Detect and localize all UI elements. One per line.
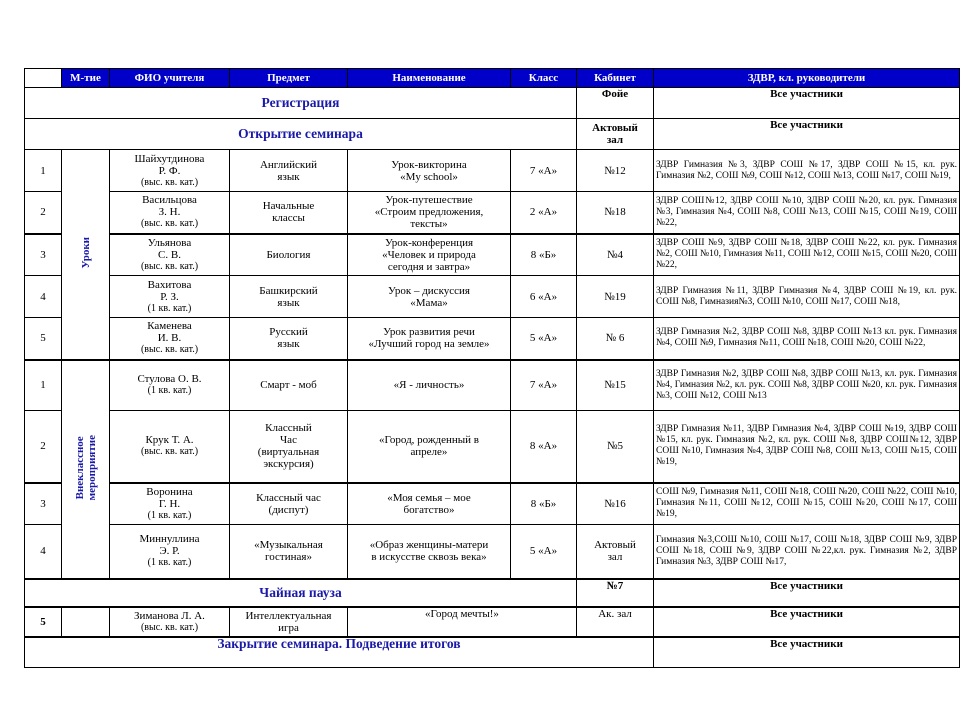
teacher-initials: Р. Ф. — [158, 164, 181, 177]
teacher-initials: З. Н. — [158, 206, 181, 219]
subject-line1: Английский — [259, 158, 318, 171]
lesson-name-line2: богатство» — [403, 503, 455, 516]
extra-label-line2: мероприятие — [85, 434, 98, 501]
opening-room-line1: Актовый — [592, 122, 638, 134]
subject-cell — [230, 318, 348, 360]
room-line1: Актовый — [594, 539, 636, 552]
subject-line1: Классный — [265, 422, 312, 435]
header-num — [25, 69, 62, 88]
teacher-cell — [110, 276, 230, 318]
schedule-table — [24, 68, 960, 668]
lesson-name-line2: «My school» — [400, 170, 458, 183]
teacher-initials: С. В. — [158, 248, 181, 261]
lesson-name-line1: «Образ женщины-матери — [369, 539, 489, 552]
subject-line3: (виртуальная — [257, 446, 320, 459]
lesson-name-cell — [348, 234, 511, 276]
teacher-name: Зиманова Л. А. — [134, 609, 205, 622]
opening-row — [25, 119, 960, 150]
subject-line1: Интеллектуальная — [245, 609, 332, 622]
subject-line1: «Музыкальная — [254, 539, 323, 552]
subject-cell — [230, 150, 348, 192]
zdvr-cell: ЗДВР Гимназия №2, ЗДВР СОШ №8, ЗДВР СОШ №13, кл. рук. Гимназия №4, Гимназия №2, кл. рук. СОШ №8, ЗДВР СОШ №20, кл. рук. Гимназия №3, СОШ №12, СОШ №13 — [654, 360, 960, 411]
tea-title: Чайная пауза — [25, 579, 577, 607]
room-cell: №4 — [577, 234, 654, 276]
teacher-cell — [110, 150, 230, 192]
lesson-name-cell — [348, 318, 511, 360]
empty-cell — [62, 607, 110, 637]
teacher-initials: Р. З. — [160, 290, 179, 303]
row-num: 1 — [25, 150, 62, 192]
room-cell — [577, 525, 654, 579]
teacher-name: Воронина — [146, 485, 193, 498]
lesson-name-cell — [348, 276, 511, 318]
lesson-name-line1: Урок развития речи — [383, 326, 475, 339]
class-cell: 5 «А» — [511, 525, 577, 579]
teacher-category: (выс. кв. кат.) — [140, 344, 199, 356]
tea-room: №7 — [577, 579, 654, 607]
teacher-name: Каменева — [147, 320, 192, 333]
lesson-name-cell: «Город мечты!» — [348, 607, 577, 637]
row-num: 1 — [25, 360, 62, 411]
subject-line2: язык — [277, 296, 300, 309]
teacher-category: (1 кв. кат.) — [147, 385, 192, 397]
row-num: 5 — [25, 607, 62, 637]
lessons-group-label — [62, 150, 110, 360]
teacher-cell — [110, 234, 230, 276]
subject-line2: язык — [277, 170, 300, 183]
subject-cell — [230, 192, 348, 234]
lesson-row — [25, 150, 960, 192]
subject-line2: (диспут) — [268, 503, 309, 516]
class-cell: 7 «А» — [511, 150, 577, 192]
lesson-name-line2: «Человек и природа — [382, 248, 476, 261]
header-room: Кабинет — [577, 69, 654, 88]
registration-row — [25, 88, 960, 119]
teacher-cell — [110, 318, 230, 360]
teacher-name: Ульянова — [147, 236, 192, 249]
closing-who: Все участники — [654, 637, 960, 668]
row-num: 5 — [25, 318, 62, 360]
class-cell: 2 «А» — [511, 192, 577, 234]
extra-row — [25, 483, 960, 525]
lesson-name-cell — [348, 150, 511, 192]
closing-row — [25, 637, 960, 668]
row-num: 3 — [25, 483, 62, 525]
teacher-name: Крук Т. А. — [145, 434, 194, 447]
subject-line1: Биология — [266, 248, 311, 261]
header-class: Класс — [511, 69, 577, 88]
lesson-name-line1: Урок-викторина — [391, 158, 467, 171]
subject-line2: гостиная» — [265, 551, 312, 564]
subject-cell — [230, 234, 348, 276]
lesson-name-cell — [348, 360, 511, 411]
subject-line1: Башкирский — [259, 284, 318, 297]
header-fio: ФИО учителя — [110, 69, 230, 88]
subject-line2: Час — [280, 434, 297, 447]
lesson-name-cell — [348, 411, 511, 483]
opening-title: Открытие семинара — [25, 119, 577, 150]
lesson-name-line3: сегодня и завтра» — [387, 260, 471, 273]
row-num: 2 — [25, 192, 62, 234]
subject-cell — [230, 411, 348, 483]
teacher-cell — [110, 607, 230, 637]
final-row — [25, 607, 960, 637]
zdvr-cell: СОШ №9, Гимназия №11, СОШ №18, СОШ №20, СОШ №22, СОШ №10, Гимназия №11, СОШ №12, СОШ №15, СОШ №20, СОШ №17, СОШ №19, — [654, 483, 960, 525]
zdvr-cell: ЗДВР Гимназия №11, ЗДВР Гимназия №4, ЗДВР СОШ №19, кл. рук. СОШ №8, Гимназия№3, СОШ №10, СОШ №17, СОШ №18, — [654, 276, 960, 318]
teacher-initials: И. В. — [157, 332, 182, 345]
lesson-name-line2: «Строим предложения, — [374, 206, 484, 219]
lesson-name-cell — [348, 483, 511, 525]
opening-room-line2: зал — [606, 134, 624, 146]
teacher-cell — [110, 360, 230, 411]
subject-line1: Классный час — [256, 491, 321, 504]
subject-line2: классы — [272, 212, 305, 225]
teacher-category: (1 кв. кат.) — [147, 509, 192, 521]
lesson-name-line2: в искусстве сквозь века» — [371, 551, 487, 564]
teacher-category: (1 кв. кат.) — [147, 302, 192, 314]
zdvr-cell: ЗДВР СОШ№12, ЗДВР СОШ №10, ЗДВР СОШ №20, кл. рук. Гимназия №3, Гимназия №4, СОШ №8, СОШ №13, СОШ №15, СОШ №19, СОШ №22, — [654, 192, 960, 234]
row-num: 3 — [25, 234, 62, 276]
lesson-name-line2: «Мама» — [410, 296, 448, 309]
extra-row — [25, 525, 960, 579]
closing-title: Закрытие семинара. Подведение итогов — [25, 637, 654, 668]
teacher-category: (выс. кв. кат.) — [140, 176, 199, 188]
subject-cell — [230, 607, 348, 637]
extra-row — [25, 360, 960, 411]
header-name: Наименование — [348, 69, 511, 88]
room-cell: №16 — [577, 483, 654, 525]
room-cell: №12 — [577, 150, 654, 192]
lesson-name-cell — [348, 525, 511, 579]
subject-line1: Русский — [269, 326, 308, 339]
teacher-category: (выс. кв. кат.) — [140, 260, 199, 272]
subject-line1: Начальные — [262, 200, 315, 213]
registration-room: Фойе — [577, 88, 654, 119]
class-cell: 6 «А» — [511, 276, 577, 318]
teacher-initials: Э. Р. — [159, 545, 180, 558]
extra-group-label — [62, 360, 110, 579]
zdvr-cell: ЗДВР Гимназия №3, ЗДВР СОШ №17, ЗДВР СОШ №15, кл. рук. Гимназия №2, СОШ №9, СОШ №12, СОШ №13, СОШ №17, СОШ №19, — [654, 150, 960, 192]
lesson-name-line3: тексты» — [410, 218, 448, 231]
class-cell: 5 «А» — [511, 318, 577, 360]
lesson-name-line1: Урок-конференция — [384, 236, 474, 249]
lesson-row — [25, 234, 960, 276]
teacher-name: Миннуллина — [139, 533, 200, 546]
extra-row — [25, 411, 960, 483]
header-mtie: М-тие — [62, 69, 110, 88]
room-cell: №19 — [577, 276, 654, 318]
extra-label — [74, 435, 98, 500]
subject-cell — [230, 360, 348, 411]
class-cell: 8 «Б» — [511, 234, 577, 276]
row-num: 2 — [25, 411, 62, 483]
opening-room — [577, 119, 654, 150]
teacher-category: (выс. кв. кат.) — [140, 621, 199, 633]
tea-row — [25, 579, 960, 607]
lesson-name-line1: Урок – дискуссия — [388, 284, 470, 297]
lesson-name-line1: Урок-путешествие — [385, 194, 473, 207]
registration-title: Регистрация — [25, 88, 577, 119]
lesson-row — [25, 318, 960, 360]
zdvr-cell: ЗДВР Гимназия №2, ЗДВР СОШ №8, ЗДВР СОШ №13 кл. рук. Гимназия №4, СОШ №9, Гимназия №11, СОШ №18, СОШ №20, СОШ №22, — [654, 318, 960, 360]
lesson-row — [25, 192, 960, 234]
final-who: Все участники — [654, 607, 960, 637]
room-cell: Ак. зал — [577, 607, 654, 637]
zdvr-cell: ЗДВР СОШ №9, ЗДВР СОШ №18, ЗДВР СОШ №22, кл. рук. Гимназия №2, СОШ №10, Гимназия №11, СОШ №12, СОШ №15, СОШ №20, СОШ №22, — [654, 234, 960, 276]
teacher-initials: Г. Н. — [158, 497, 181, 510]
teacher-cell — [110, 192, 230, 234]
room-cell: №5 — [577, 411, 654, 483]
room-cell: №15 — [577, 360, 654, 411]
class-cell: 8 «Б» — [511, 483, 577, 525]
lessons-label: Уроки — [79, 237, 92, 269]
room-line2: зал — [607, 551, 623, 564]
subject-line4: экскурсия) — [263, 458, 314, 471]
subject-cell — [230, 276, 348, 318]
subject-cell — [230, 483, 348, 525]
teacher-name: Вахитова — [147, 278, 192, 291]
zdvr-cell: Гимназия №3,СОШ №10, СОШ №17, СОШ №18, ЗДВР СОШ №9, ЗДВР СОШ №18, СОШ №9, ЗДВР СОШ №22,кл. рук. Гимназия №2, ЗДВР Гимназия №3, ЗДВР СОШ №17, — [654, 525, 960, 579]
lesson-name-line1: «Я - личность» — [393, 379, 465, 392]
zdvr-cell: ЗДВР Гимназия №11, ЗДВР Гимназия №4, ЗДВР СОШ №19, ЗДВР СОШ №15, кл. рук. Гимназия №2, кл. рук. СОШ №8, ЗДВР СОШ№12, ЗДВР СОШ №10, Гимназия №4, ЗДВР СОШ №8, СОШ №13, СОШ №15, СОШ №19, — [654, 411, 960, 483]
subject-line2: игра — [278, 621, 299, 634]
teacher-name: Стулова О. В. — [137, 373, 202, 386]
lesson-name-line1: «Моя семья – мое — [387, 491, 471, 504]
tea-who: Все участники — [654, 579, 960, 607]
lesson-name-line2: апреле» — [410, 446, 448, 459]
lesson-name-line2: «Лучший город на земле» — [368, 338, 490, 351]
room-cell: №18 — [577, 192, 654, 234]
subject-cell — [230, 525, 348, 579]
teacher-name: Васильцова — [142, 194, 197, 207]
lesson-name-cell — [348, 192, 511, 234]
header-zdvr: ЗДВР, кл. руководители — [654, 69, 960, 88]
teacher-cell — [110, 411, 230, 483]
extra-label-line1: Внеклассное — [73, 435, 86, 500]
class-cell: 8 «А» — [511, 411, 577, 483]
subject-line2: язык — [277, 338, 300, 351]
lesson-row — [25, 276, 960, 318]
row-num: 4 — [25, 525, 62, 579]
teacher-category: (выс. кв. кат.) — [140, 446, 199, 458]
subject-line1: Смарт - моб — [260, 379, 317, 392]
registration-who: Все участники — [654, 88, 960, 119]
teacher-cell — [110, 525, 230, 579]
header-subject: Предмет — [230, 69, 348, 88]
opening-who: Все участники — [654, 119, 960, 150]
room-cell: № 6 — [577, 318, 654, 360]
teacher-category: (1 кв. кат.) — [147, 557, 192, 569]
lesson-name-line1: «Город, рожденный в — [379, 434, 479, 447]
teacher-cell — [110, 483, 230, 525]
teacher-name: Шайхутдинова — [134, 152, 205, 165]
class-cell: 7 «А» — [511, 360, 577, 411]
teacher-category: (выс. кв. кат.) — [140, 218, 199, 230]
header-row — [25, 69, 960, 88]
row-num: 4 — [25, 276, 62, 318]
